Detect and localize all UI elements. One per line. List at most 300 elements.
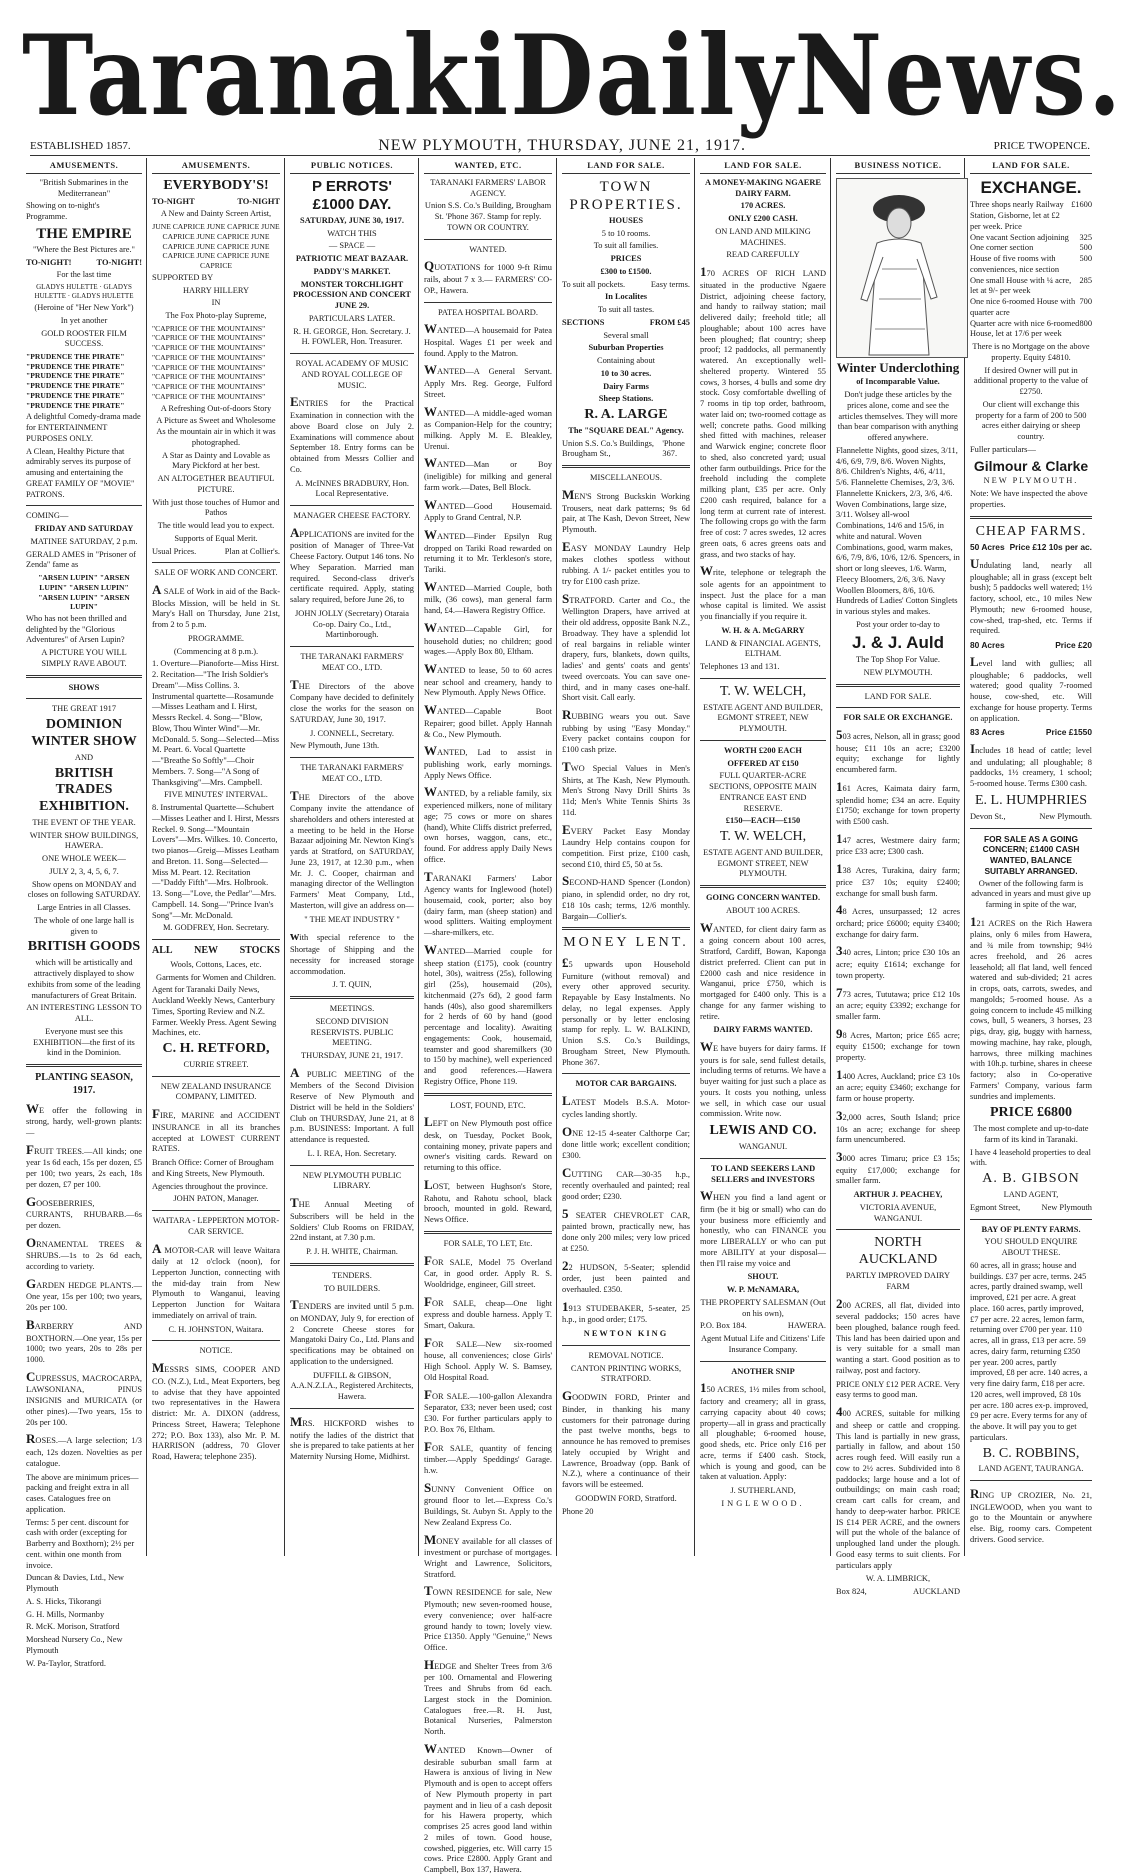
ad-title: R. A. LARGE: [584, 407, 668, 423]
column-heading: LAND FOR SALE.: [970, 160, 1092, 174]
text: WATCH THIS: [327, 228, 377, 238]
text: One corner section: [970, 243, 1034, 253]
text: TOWN RESIDENCE for sale, New Plymouth; new seven-roomed house, every convenience; over half-acre ground handy to town; lovely view. Price £1350. Apply "Genuine," News Office.: [424, 1583, 552, 1652]
divider: [970, 828, 1092, 829]
text: THE EVENT OF THE YEAR.: [32, 817, 136, 827]
ad-title: NEW PLYMOUTH PUBLIC LIBRARY.: [302, 1170, 402, 1191]
divider: [290, 1263, 414, 1266]
text: R. McK. Morison, Stratford: [26, 1622, 120, 1632]
text: House of five rooms with conveniences, nice section: [970, 254, 1060, 274]
list-item: [970, 297, 1092, 319]
divider: [700, 740, 826, 741]
text: MESSRS SIMS, COOPER AND CO. (N.Z.), Ltd., Meat Exporters, beg to advise that they have appointed two representatives in the Hawera district: Mr. A. DIXON (address, Princess Street, Hawera; Telephone 272; P.O. Box 133), also Mr. P. M. HARRISON (address, 70 Glover Road, Hawera; telephone 235).: [152, 1360, 280, 1462]
ad-title: NORTH AUCKLAND: [858, 1235, 938, 1268]
divider: [424, 1231, 552, 1234]
price-value: 325: [1079, 232, 1092, 242]
text: For the last time: [56, 270, 112, 280]
divider: [152, 1340, 280, 1341]
price: PRICE TWOPENCE.: [993, 140, 1090, 152]
text: P. J. H. WHITE, Chairman.: [306, 1247, 398, 1256]
text: NEW PLYMOUTH.: [983, 476, 1079, 486]
text: Union S.S. Co.'s Buildings, Brougham St.,: [562, 438, 655, 459]
text: IN: [211, 298, 221, 308]
text: Supports of Equal Merit.: [174, 533, 258, 543]
text: WANTED—Married couple for sheep station (£175), cook (country hotel, 30s), waitress (25s), following girl (25s), housemaid (20s), kitchenmaid (27s 6d), 2 good farm hands (40s), also good sharemilkers for 2 herds of 60 by hand (good percentage and locality). Awaiting engagements: Cook, housemaid, teamster and good sharemilkers (30 to 150 by machine), well experienced and good references.—Hawera Registry Office, Phone 119.: [424, 941, 552, 1086]
column-heading: LAND FOR SALE.: [700, 160, 826, 174]
text: BARBERRY AND BOXTHORN.—One year, 15s per 1000; two years, 20s to 28s per 1000.: [26, 1316, 142, 1365]
text: QUOTATIONS for 1000 9-ft Rimu rails, about 7 x 3.— FARMERS' CO-OP., Hawera.: [424, 258, 552, 295]
text: 32,000 acres, South Island; price 10s an acre; exchange for sheep farm unencumbered.: [836, 1107, 960, 1145]
column-rule: [146, 158, 147, 1556]
ad-title: PLANTING SEASON, 1917.: [35, 1072, 133, 1096]
ad-title: TOWN PROPERTIES.: [569, 178, 683, 213]
text: Large Entries in all Classes.: [37, 903, 131, 913]
text: WANTED—Good Housemaid. Apply to Grand Central, N.P.: [424, 496, 552, 523]
price-value: 500: [1079, 243, 1092, 253]
text: LAND AGENT, TAURANGA.: [978, 1464, 1084, 1474]
ad-title: A MONEY-MAKING NGAERE DAIRY FARM.: [704, 177, 821, 198]
dateline: [30, 137, 1090, 156]
text: A SALE of Work in aid of the Back-Blocks Mission, will be held in St. Mary's Hall on Thursday, June 21st, from 2 to 5 p.m.: [152, 582, 280, 630]
section-heading: FOR SALE, TO LET, Etc.: [443, 1238, 533, 1248]
text: J. SUTHERLAND,: [730, 1486, 796, 1496]
ad-title: J. & J. Auld: [852, 632, 944, 652]
text: 50 Acres: [970, 542, 1005, 553]
column-rule: [830, 158, 831, 1556]
section-heading: MISCELLANEOUS.: [590, 473, 662, 483]
text: L. I. REA, Hon. Secretary.: [307, 1148, 397, 1158]
text: Quarter acre with nice 6-roomed House, let at 17/6 per week: [970, 318, 1080, 339]
text: 1913 STUDEBAKER, 5-seater, 25 h.p., in good order; £175.: [562, 1298, 690, 1325]
text: To suit all pockets.: [562, 279, 626, 289]
column-heading: LAND FOR SALE.: [562, 160, 690, 174]
text: of Incomparable Value.: [856, 377, 940, 387]
text: If desired Owner will put in additional property to the value of £2750.: [973, 365, 1089, 397]
divider: [290, 1165, 414, 1166]
text: 503 acres, Nelson, all in grass; good house; £11 10s an acre; £3200 equity; exchange for lightly encumbered farm.: [836, 727, 960, 775]
text: (Heroine of "Her New York"): [34, 303, 134, 313]
divider: [152, 562, 280, 563]
text: Level land with gullies; all ploughable; 6 paddocks, well watered; good quality 7-roomed house, cow-shed, etc. Will exchange for house property. Terms on application.: [970, 653, 1092, 723]
text: £5 upwards upon Household Furniture (without removal) and every other approved security. Repayable by Easy Instalments. No delay, no legal expenses. Apply personally or by letter enclosing stamp for reply. L. W. BALKIND, Union S.S. Co.'s Buildings, Brougham Street, New Plymouth. Phone 367.: [562, 955, 690, 1067]
text: 161 Acres, Kaimata dairy farm, splendid home; £34 an acre. Equity £1750; exchange for town property with £500 cash.: [836, 778, 960, 827]
ad-title: NEW ZEALAND INSURANCE COMPANY, LIMITED.: [160, 1081, 272, 1102]
text-row: [562, 318, 690, 329]
text: Showing on to-night's Programme.: [26, 201, 100, 222]
text: WANTED—Man or Boy (ineligible) for milking and general farm work.—Dates, Bell Block.: [424, 455, 552, 492]
text: To suit all families.: [593, 241, 659, 251]
ad-title: SECOND DIVISION RESERVISTS. PUBLIC MEETING.: [310, 1016, 394, 1048]
text: A New and Dainty Screen Artist,: [160, 209, 272, 219]
column-land-for-sale-2: [700, 160, 826, 1555]
divider: [836, 684, 960, 687]
column-heading: WANTED, ETC.: [424, 160, 552, 174]
text: COMING—: [26, 511, 69, 521]
text: The title would lead you to expect.: [157, 521, 275, 531]
column-rule: [418, 158, 419, 1556]
text: 773 acres, Tututawa; price £12 10s an acre; equity £3392; exchange for smaller farm.: [836, 984, 960, 1021]
text: There is no Mortgage on the above property. Equity £4810.: [972, 342, 1090, 362]
column-land-for-sale-1: [562, 160, 690, 1555]
ad-title: PRICE £6800: [989, 1105, 1073, 1121]
text: TO-NIGHT!: [96, 257, 142, 267]
text: 48 Acres, unsurpassed; 12 acres orchard; price £6000; equity £3400; exchange for dairy farm.: [836, 902, 960, 939]
text: J. T. QUIN,: [332, 980, 372, 990]
text: MONSTER TORCHLIGHT PROCESSION AND CONCERT JUNE 29.: [293, 279, 411, 311]
text: P.O. Box 184.: [700, 1321, 747, 1331]
text: ONLY £200 CASH.: [728, 214, 798, 224]
text: FOR SALE.—100-gallon Alexandra Separator, £33; never been used; cost £30. For further particulars apply to P.O. Box 76, Eltham.: [424, 1386, 552, 1434]
text-row: [970, 727, 1092, 738]
text: DUFFILL & GIBSON, A.A.N.Z.I.A., Registered Architects, Hawera.: [290, 1370, 414, 1402]
place-date: NEW PLYMOUTH, THURSDAY, JUNE 21, 1917.: [378, 137, 747, 154]
text: YOU SHOULD ENQUIRE ABOUT THESE.: [984, 1237, 1078, 1257]
text: In yet another: [60, 315, 108, 325]
text: WANTED—A General Servant. Apply Mrs. Reg. George, Fulford Street.: [424, 362, 552, 399]
text: WANTED Known—Owner of desirable suburban small farm at Hawera is anxious of living in New Plymouth and is open to accept offers of New Plymouth property in part payment and in lieu of a cash deposit for his Hawera property, which comprises 25 acres good land within 2 miles of town. Good house, cowshed, piggeries, etc. Will carry 15 cows. Price £2800. Apply Grant and Campbell, Box 137, Hawera.: [424, 1740, 552, 1874]
text: WANGANUI.: [738, 1142, 788, 1152]
text: Don't judge these articles by the prices alone, come and see the articles themselves. They will more than bear comparison with anything offered anywhere.: [837, 390, 959, 443]
text: MONEY available for all classes of investment or purchase of mortgages. Wright and Lawrence, Solicitors, Stratford.: [424, 1531, 552, 1579]
list-item: [970, 233, 1092, 244]
text: Undulating land, nearly all ploughable; all in grass (except belt bush); 5 paddocks well watered; 1½ factory, school, etc., 10 miles New Plymouth; new 6-roomed house, cow-shed, trap-shed, etc. Terms if required.: [970, 556, 1092, 636]
divider: [562, 927, 690, 930]
text: Three shops nearly Railway Station, Gisborne, let at £2 per week. Price: [970, 200, 1064, 231]
text: New Plymouth: [1041, 1202, 1092, 1212]
text: 5 SEATER CHEVROLET CAR, painted brown, practically new, has done only 200 miles; very low priced at £250.: [562, 1205, 690, 1253]
text-row: [26, 258, 142, 269]
text: The most complete and up-to-date farm of its kind in Taranaki.: [973, 1124, 1089, 1144]
text: WANTED, Lad to assist in publishing work, early mornings. Apply News Office.: [424, 743, 552, 780]
text: The above are minimum prices—packing and freight extra in all cases. Catalogues free on application.: [26, 1472, 139, 1514]
text: Flannelette Nights, good sizes, 3/11, 4/6, 6/9, 7/9, 8/6. Woven Nights, 8/6. Children's Nights, 4/6, 4/11, 5/6. Flannelette Chemises, 2/3, 3/6. Flannelette Knickers, 2/3, 3/6, 4/6. Woven Combinations, large size, 3/11. Wolsey all-wool Combinations, 14/6 and 15/6, in white and natural. Woven Combinations, good, warm makes, 6/6, 7/9, 8/6, 10/6, 12/6. Spencers, in short or long sleeves, 1/6. Warm, Fleecy Bloomers, 2/6, 3/6. Navy Woollen Bloomers, 8/6, 10/6. Hundreds of Ladies' Cotton Singlets in various styles and makes.: [836, 445, 960, 617]
text: PRICES: [610, 254, 642, 264]
text: One nice 6-roomed House with quarter acre: [970, 297, 1076, 317]
text: ESTATE AGENT AND BUILDER, EGMONT STREET, NEW PLYMOUTH.: [703, 847, 823, 879]
column-rule: [964, 158, 965, 1556]
text: AUCKLAND: [913, 1587, 960, 1597]
text: APPLICATIONS are invited for the position of Manager of Three-Vat Cheese Factory. Output 146 tons. No Whey Separation. Married man required. Second-class driver's certificate required. Apply, stating salary required, before June 26, to: [290, 524, 414, 605]
text: I have 4 leasehold properties to deal with.: [970, 1147, 1091, 1168]
text: Post your order to-day to: [856, 619, 940, 629]
ad-title: BRITISH TRADES EXHIBITION.: [39, 765, 129, 815]
text: R. H. GEORGE, Hon. Secretary. J. H. FOWLER, Hon. Treasurer.: [293, 326, 411, 347]
divider: [562, 1073, 690, 1074]
text: HARRY HILLERY: [183, 285, 249, 295]
text: RING UP CROZIER, No. 21, INGLEWOOD, when you want to go to the Mountain or anywhere else. Big, roomy cars. Competent drivers. Good service.: [970, 1486, 1092, 1544]
column-rule: [556, 158, 557, 1556]
ad-title: WAITARA - LEPPERTON MOTOR-CAR SERVICE.: [152, 1216, 280, 1236]
text: PADDY'S MARKET.: [313, 266, 391, 276]
text: ESTATE AGENT AND BUILDER, EGMONT STREET, NEW PLYMOUTH.: [703, 702, 823, 734]
text: 98 Acres, Marton; price £65 acre; equity £1500; exchange for town property.: [836, 1025, 960, 1063]
column-amusements-2: [152, 160, 280, 1555]
text: Our client will exchange this property for a farm of 200 to 500 acres either dairying or sheep country.: [975, 399, 1087, 442]
divider: [26, 698, 142, 699]
text: THE PROPERTY SALESMAN (Out on his own),: [700, 1297, 826, 1318]
ad-title: GOING CONCERN WANTED.: [705, 893, 821, 903]
text: "British Submarines in the Mediterranean": [39, 177, 129, 198]
text: LOST, between Hughson's Store, Rahotu, and Rahotu school, black brooch, mounted in gold. Reward, News Office.: [424, 1176, 552, 1224]
text: ARTHUR J. PEACHEY,: [853, 1190, 943, 1200]
text: WANTED to lease, 50 to 60 acres near school and creamery, handy to New Plymouth. Apply News Office.: [424, 661, 552, 698]
text: STOCKS: [239, 945, 280, 957]
text: Owner of the following farm is advanced in years and must give up farming in spite of the war,: [971, 878, 1091, 910]
text: New Plymouth, June 13th.: [290, 741, 380, 751]
text: which will be artistically and attractively displayed to show exhibits from some of the leading manufacturers of Great Britain.: [27, 958, 141, 1000]
text-row: [970, 542, 1092, 553]
text: Who has not been thrilled and delighted by the "Glorious Adventures" of Arsen Lupin?: [26, 613, 127, 645]
ad-title: DOMINION WINTER SHOW: [31, 717, 137, 750]
column-business-notice: [836, 160, 960, 1597]
text: Box 824,: [836, 1587, 867, 1597]
divider: [562, 1345, 690, 1346]
text: with special reference to the Shortage of Shipping and the necessity for increased storage accommodation.: [290, 928, 414, 976]
text: Price £12 10s per ac.: [1009, 542, 1092, 553]
ad-title: BAY OF PLENTY FARMS.: [981, 1224, 1081, 1234]
text: INGLEWOOD.: [721, 1498, 805, 1508]
divider: [700, 678, 826, 679]
text: New Plymouth.: [1039, 811, 1092, 821]
text: FRIDAY AND SATURDAY: [34, 524, 134, 534]
text: WANTED—Capable Girl, for household duties; no children; good wages.—Apply Box 80, Eltham.: [424, 619, 552, 657]
price-value: 285: [1079, 275, 1092, 285]
text: LEFT on New Plymouth post office desk, on Tuesday, Pocket Book, containing money, private papers and owner's visiting cards. Reward on returning to this office.: [424, 1114, 552, 1173]
text: 138 Acres, Turakina, dairy farm; price £37 10s; equity £2400; exchange for small bush farm.: [836, 861, 960, 898]
text: FIRE, MARINE and ACCIDENT INSURANCE in all its branches accepted at LOWEST CURRENT RATES.: [152, 1106, 280, 1154]
text: Several small: [603, 330, 649, 340]
text: M. GODFREY, Hon. Secretary.: [162, 923, 270, 933]
text: A delightful Comedy-drama made for ENTERTAINMENT PURPOSES ONLY.: [26, 412, 141, 443]
text: WANTED—A middle-aged woman as Companion-Help for the country; milking. Apply M. E. Bleakley, Urenui.: [424, 403, 552, 451]
text: WINTER SHOW BUILDINGS, HAWERA.: [29, 830, 139, 851]
text: W. H. & A. McGARRY: [721, 625, 805, 635]
text: OFFERED AT £150: [727, 758, 799, 768]
column-rule: [284, 158, 285, 1556]
text: TO-NIGHT: [152, 196, 195, 206]
text: Branch Office: Corner of Brougham and King Streets, New Plymouth.: [152, 1158, 274, 1178]
text: To suit all tastes.: [597, 305, 655, 315]
text: A. S. Hicks, Tikorangi: [26, 1596, 102, 1606]
divider: [26, 1064, 142, 1067]
text: 121 ACRES on the Rich Hawera plains, only 6 miles from Hawera, and ¾ mile from township; 94½ acres freehold, and 26 acres leasehold; all flat land, well fenced watered and sub-divided; 21 acres in crops, oats, carrots, swedes, and mangolds; 5-roomed house. As a going concern to include 45 milking cows, bull, 5 weaners, 3 horses, 23 pigs, dray, gig, buggy with harness, mowing machine, hay rake, plough, harrows, three milking machines with 10h.p. turbine, shares in cheese factory; also in Co-operative Farmers' Company, various farm sundries and implements.: [970, 913, 1092, 1101]
text: WANTED—Married Couple, both milk, (36 cows), man general farm hand, £4.—Hawera Registry Office.: [424, 578, 552, 616]
text: WHEN you find a land agent or firm (be it big or small) who can do your business more efficiently and honestly, who can FINANCE you more LIBERALLY or who can put more ABILITY at your disposal—then I'll raise my voice and: [700, 1188, 826, 1268]
text: MEN'S Strong Buckskin Working Trousers, neat dark patterns; 9s 6d pair, at The Kash, Devon Street, New Plymouth.: [562, 486, 690, 535]
text: J. CONNELL, Secretary.: [310, 728, 394, 738]
text: Write, telephone or telegraph the sole agents for an appointment to inspect. Just the place for a man whose capital is limited. We assist you financially if you require it.: [700, 563, 826, 622]
text: W. P. McNAMARA,: [726, 1285, 800, 1295]
text: SECOND-HAND Spencer (London) piano, in splendid order, no dry rot, £18 10s cash; terms, 12/6 monthly. Bargain—Collier's.: [562, 873, 690, 921]
text: Agent Mutual Life and Citizens' Life Insurance Company.: [700, 1334, 826, 1354]
text: HEDGE and Shelter Trees from 3/6 per 100. Ornamental and Flowering Trees and Shrubs from 6d each. Largest stock in the Dominion. Catalogues free.—R. H. Just, Botanical Nurseries, Palmerston North.: [424, 1656, 552, 1737]
masthead-word-2: Daily: [510, 10, 795, 140]
text: GOODWIN FORD, Stratford.: [575, 1493, 677, 1503]
text: 5 to 10 rooms.: [601, 228, 651, 238]
text: Garments for Women and Children.: [156, 972, 276, 982]
text: ABOUT 100 ACRES.: [725, 905, 801, 915]
text: SHOUT.: [747, 1272, 779, 1282]
text: TO-NIGHT!: [26, 257, 72, 267]
text: Devon St.,: [970, 811, 1006, 821]
divider: [290, 996, 414, 999]
text: A. McINNES BRADBURY, Hon. Local Representative.: [295, 478, 409, 499]
text: WANTED—Finder Epsilyn Rug dropped on Tariki Road rewarded on returning it to Mr. Terkleson's store, Tariki.: [424, 526, 552, 574]
ad-title: A. B. GIBSON: [982, 1171, 1080, 1187]
text-row: [152, 945, 280, 958]
divider: [290, 646, 414, 647]
list-item: [970, 254, 1092, 276]
text: "Where the Best Pictures are.": [33, 244, 135, 254]
text: The "SQUARE DEAL" Agency.: [568, 425, 684, 435]
ad-title: E. L. HUMPHRIES: [974, 792, 1087, 808]
ad-title: ROYAL ACADEMY OF MUSIC AND ROYAL COLLEGE OF MUSIC.: [295, 359, 409, 390]
text: Price £20: [1055, 640, 1092, 651]
column-heading: PUBLIC NOTICES.: [290, 160, 414, 174]
text: LATEST Models B.S.A. Motor-cycles landing shortly.: [562, 1093, 690, 1119]
ad-title: CHEAP FARMS.: [975, 523, 1087, 539]
established: ESTABLISHED 1857.: [30, 140, 131, 152]
text: One vacant Section adjoining: [970, 232, 1069, 242]
text: Telephones 13 and 131.: [700, 662, 780, 672]
text: WE offer the following in strong, hardy, well-grown plants:—: [26, 1100, 142, 1137]
text: LAND & FINANCIAL AGENTS, ELTHAM.: [705, 638, 821, 659]
text: 147 acres, Westmere dairy farm; price £33 acre; £300 cash.: [836, 830, 960, 857]
list-item: [970, 200, 1092, 232]
text: (Commencing at 8 p.m.).: [173, 646, 259, 656]
ad-title: WANTED.: [469, 244, 507, 254]
text: AN INTERESTING LESSON TO ALL.: [26, 1003, 142, 1023]
ad-title: THE EMPIRE: [36, 225, 132, 242]
column-wanted: [424, 160, 552, 1874]
masthead: [22, 10, 1123, 140]
text: FOR SALE, cheap—One light express and double harness. Apply T. Smart, Oakura.: [424, 1293, 552, 1330]
ad-title: PATEA HOSPITAL BOARD.: [438, 307, 538, 317]
ad-title: EXCHANGE.: [980, 177, 1082, 197]
divider: [970, 516, 1092, 519]
ad-title: EVERYBODY'S!: [163, 177, 269, 193]
section-heading: LOST, FOUND, ETC.: [450, 1100, 526, 1110]
text: HAWERA.: [787, 1321, 826, 1331]
section-heading: LAND FOR SALE.: [864, 691, 932, 701]
text: FULL QUARTER-ACRE SECTIONS, OPPOSITE MAIN ENTRANCE EAST END RESERVE.: [709, 771, 817, 813]
text: NEW PLYMOUTH.: [863, 667, 933, 677]
text-row: [562, 439, 690, 461]
text: ONE WHOLE WEEK—: [42, 854, 126, 864]
divider: [290, 757, 414, 758]
text: CANTON PRINTING WORKS, STRATFORD.: [570, 1363, 682, 1384]
column-land-for-sale-3: [970, 160, 1092, 1555]
text: FROM £45: [649, 317, 690, 327]
text: A Clean, Healthy Picture that admirably serves its purpose of amusing and entertaining the GREAT FAMILY OF "MOVIE" PATRONS.: [26, 446, 135, 499]
price-value: £1600: [1071, 200, 1092, 210]
text: GERALD AMES in "Prisoner of Zenda" fame as: [26, 549, 136, 570]
column-public-notices: [290, 160, 414, 1555]
text: JULY 2, 3, 4, 5, 6, 7.: [49, 866, 119, 876]
text: FIVE MINUTES' INTERVAL.: [164, 790, 268, 800]
list-item: [970, 319, 1092, 341]
text: JUNE CAPRICE JUNE CAPRICE JUNE CAPRICE JUNE CAPRICE JUNE CAPRICE JUNE CAPRICE JUNE CAPRICE JUNE CAPRICE JUNE CAPRICE: [152, 222, 280, 271]
divider: [836, 707, 960, 708]
ad-title: TO LAND SEEKERS LAND SELLERS and INVESTORS: [710, 1163, 816, 1184]
text: Price £1550: [1045, 727, 1092, 738]
ad-title: SALE OF WORK AND CONCERT.: [154, 568, 278, 578]
text: PATRIOTIC MEAT BAZAAR.: [295, 254, 409, 264]
text-row: [700, 1321, 826, 1332]
text: 8. Instrumental Quartette—Schubert—Misses Leather and I. Hirst, Messrs Reckel. 9. Song—"Mountain Lovers"—Mrs. Wilkes. 10. Concerto, two pianos—Greig—Misses Leatham and Breton. 11. Song—Selected—Miss M. Peart. 12. Recitation—"Daddy Fifth"—Mrs. Holbrook. 13. Song—"Love, the Pedlar"—Mrs. Campbell. 14. Song—"Prince Ivan's Song"—Mr. McDonald.: [152, 803, 280, 920]
text: 83 Acres: [970, 727, 1005, 738]
text: 400 ACRES, suitable for milking and sheep or cattle and cropping. This land is partially in new grass, partially in fallow, and about 150 acres rough feed. Will easily run a cow to 2½ acres. Subdivided into 8 paddocks; large house and a lot of outbuildings; on main cash road; cream cart calls for cream, and handy to deep-water harbor. PRICE IS £14 PER ACRE, and the owners will put the whole of the balance of unploughed land under the plough. Good easy terms to suit clients. For particulars apply: [836, 1404, 960, 1570]
masthead-word-3: News.: [794, 10, 1123, 140]
text: WANTED—Capable Boot Repairer; good billet. Apply Hannah & Co., New Plymouth.: [424, 702, 552, 739]
column-rule: [694, 158, 695, 1556]
text: Note: We have inspected the above properties.: [970, 489, 1088, 509]
text: STRATFORD. Carter and Co., the Wellington Drapers, have arrived at their old address, opposite Bank N.Z., Broadway. They have a splendid lot of real bargains in reliable winter drapery, furs, blankets, down quilts, ladies' and gents' coats and gents' tweed overcoats. You can save one-third, and in many cases one-half. Short visit. Call early.: [562, 590, 690, 703]
price-value: 500: [1079, 254, 1092, 264]
text: In Localites: [604, 292, 648, 302]
text-row: [562, 280, 690, 291]
divider: [700, 1158, 826, 1159]
text: SATURDAY, JUNE 30, 1917.: [300, 215, 404, 225]
text: 170 ACRES OF RICH LAND situated in the productive Ngaere District, adjoining cheese factory, and handy to railway station; mail delivered daily; freehold title; all ploughable; about 100 acres have been ploughed; flat country; sheep proof; 12 paddocks, all permanently watered. An exceptionally well-sheltered property. Wintered 55 cows, 3 horses, 4 bulls and some dry stock. Cosy comfortable dwelling of 7 rooms in tip top order, bathroom, water laid on; two-roomed cottage as well; concrete paths. Good milking shed fitted with machines, releaser and Warwick engine; concrete floor to shed, also concreted yard; usual other farm outbuildings. Price for the freehold including the complete milking plant, £35 per acre. Only £200 cash required, balance for a long term at current rate of interest. The following crops go with the farm free of cost: 7 acres swedes, 12 acres green oats, 6 acres greens oats and grass, and two stacks of hay.: [700, 264, 826, 559]
divider: [290, 353, 414, 354]
text: RUBBING wears you out. Save rubbing by using "Easy Monday." Every packet contains coupon for £100 cash prize.: [562, 707, 690, 755]
text: Egmont Street,: [970, 1202, 1021, 1212]
text: PARTICULARS LATER.: [308, 313, 396, 323]
text: "CAPRICE OF THE MOUNTAINS" "CAPRICE OF THE MOUNTAINS" "CAPRICE OF THE MOUNTAINS" "CAPRICE OF THE MOUNTAINS" "CAPRICE OF THE MOUNTAINS" "CAPRICE OF THE MOUNTAINS" "CAPRICE OF THE MOUNTAINS" "CAPRICE OF THE MOUNTAINS": [152, 323, 266, 401]
ad-title: P ERROTS' £1000 DAY.: [312, 177, 392, 213]
text: Fuller particulars—: [970, 444, 1036, 454]
divider: [562, 465, 690, 468]
text: MRS. HICKFORD wishes to notify the ladies of the district that she is prepared to take patients at her Maternity Nursing Home, Midhirst.: [290, 1413, 414, 1461]
text: SUPPORTED BY: [152, 272, 214, 282]
text: Dairy Farms: [603, 381, 649, 391]
text: WE have buyers for dairy farms. If yours is for sale, send fullest details, including terms of returns. We have a buyer waiting for just such a place as yours. It costs you nothing, unless we sell, in which case our usual commission. Write now.: [700, 1039, 826, 1119]
text: Duncan & Davies, Ltd., New Plymouth: [26, 1573, 124, 1594]
divider: [424, 1093, 552, 1096]
text: Containing about: [597, 356, 655, 366]
ad-title: Winter Underclothing: [836, 359, 960, 375]
column-heading: BUSINESS NOTICE.: [836, 160, 960, 174]
text: GLADYS HULETTE · GLADYS HULETTE · GLADYS HULETTE: [34, 283, 134, 301]
text: ON LAND AND MILKING MACHINES.: [715, 226, 811, 247]
text: — SPACE —: [328, 241, 376, 251]
text: PRICE ONLY £12 PER ACRE. Very easy terms to good man.: [836, 1379, 960, 1400]
text: Show opens on MONDAY and closes on following SATURDAY.: [27, 879, 141, 900]
ad-title: T. W. WELCH,: [719, 683, 807, 699]
text: A Refreshing Out-of-doors Story: [160, 403, 272, 413]
text: GOLD ROOSTER FILM SUCCESS.: [41, 328, 127, 349]
text: THURSDAY, JUNE 21, 1917.: [301, 1051, 403, 1060]
text: A PUBLIC MEETING of the Members of the Second Division Reserve of New Plymouth and District will be held in the Soldiers' Club on THURSDAY, June 21, at 8 p.m. BUSINESS: Important. A full attendance is requested.: [290, 1064, 414, 1145]
divider: [290, 505, 414, 506]
price-value: 700: [1079, 297, 1092, 307]
text: "PRUDENCE THE PIRATE" "PRUDENCE THE PIRATE" "PRUDENCE THE PIRATE" "PRUDENCE THE PIRATE" "PRUDENCE THE PIRATE" "PRUDENCE THE PIRATE": [26, 352, 125, 410]
woman-illustration: [836, 178, 968, 358]
text-row: [152, 547, 280, 558]
text: GOODWIN FORD, Printer and Binder, in thanking his many customers for their patronage during the past twelve months, begs to announce he has removed to premises lately occupied by Wright and Lawrence, Broadway (opp. Bank of N.Z.), where a continuance of their favors will be esteemed.: [562, 1388, 690, 1490]
text: ONE 12-15 4-seater Calthorpe Car; done little work; excellent condition; £300.: [562, 1123, 690, 1160]
divider: [700, 1361, 826, 1362]
text: 'Phone 367.: [662, 438, 685, 459]
text: 60 acres, all in grass; house and buildings. £37 per acre, terms. 245 acres, partly drained swamp, well improved, £21 per acre. A great place. 160 acres, partly improved, £7 per acre. 22 acres, lemon farm, returning over £700 per year. 110 acres, all in grass, £13 per acre. 59 acres, dairy farm, returning £350 per year. 200 acres, partly improved, £8 per acre. 140 acres, a very fine dairy farm, £18 per acre. 120 acres, well improved, £8 10s per acre. 180 acres ex-p. improved, £9 per acre. Every terms for any of the above. It will pay you to get particulars.: [970, 1260, 1089, 1442]
text: TARANAKI Farmers' Labor Agency wants for Inglewood (hotel) housemaid, cook, porter; also boy (dairy farm, man (sheep station) and wood splitters. Waiting employment—share-milkers, etc.: [424, 868, 552, 938]
text-row: [152, 197, 280, 208]
column-amusements-1: [26, 160, 142, 1668]
text: JOHN JOLLY (Secretary) Otaraia Co-op. Dairy Co., Ltd., Martinborough.: [295, 608, 409, 640]
text: 80 Acres: [970, 640, 1005, 651]
text: READ CAREFULLY: [726, 250, 800, 260]
